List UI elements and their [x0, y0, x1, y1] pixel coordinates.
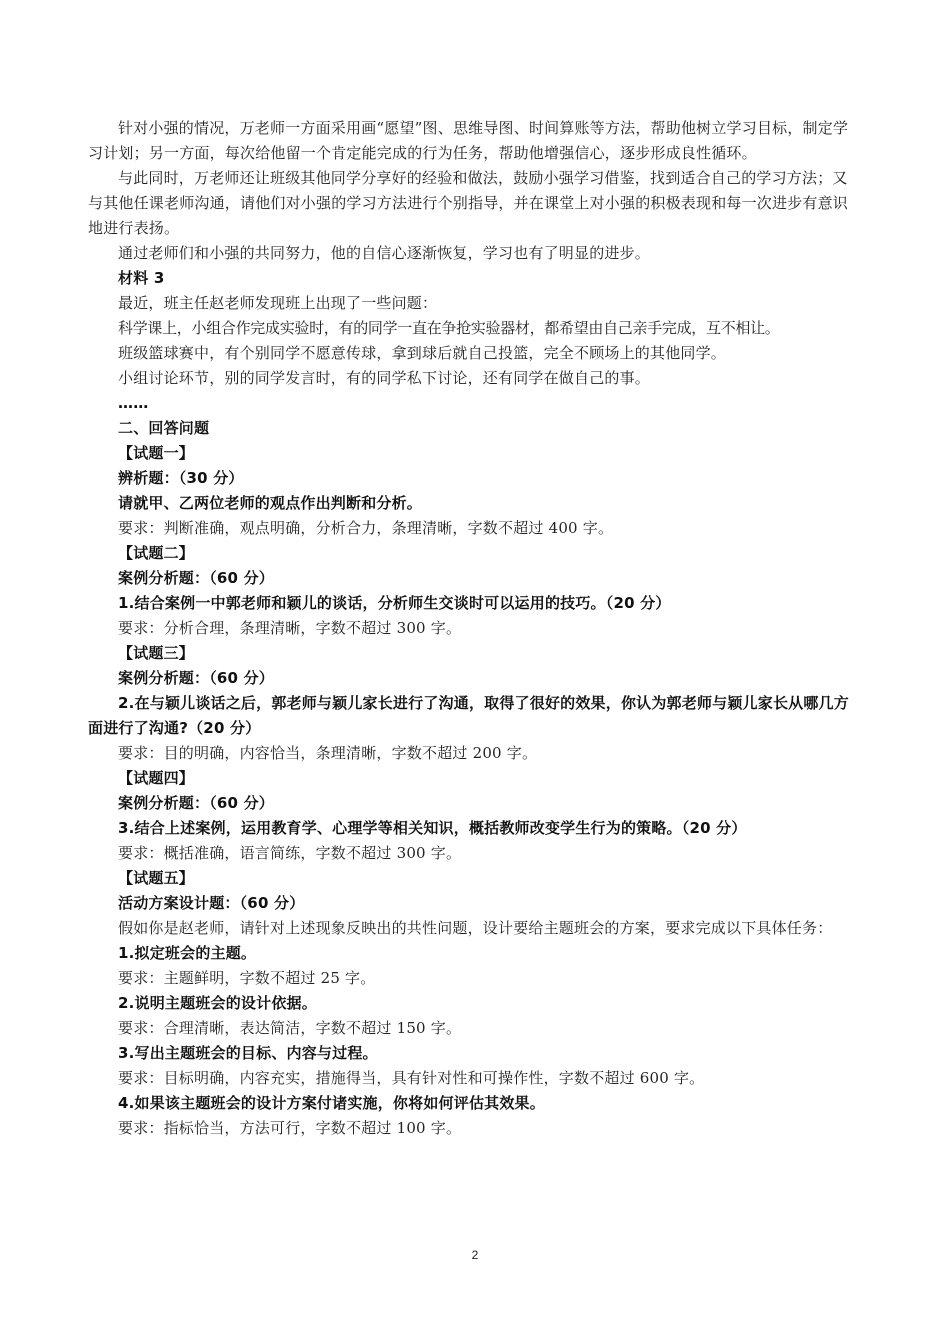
- question-label: 【试题四】: [118, 769, 195, 787]
- material2-paragraph-2: 与此同时，万老师还让班级其他同学分享好的经验和做法，鼓励小强学习借鉴，找到适合自己的学习方法；又与其他任课老师沟通，请他们对小强的学习方法进行个别指导，并在课堂上对小强的积极表现和每一次进步有意识地进行表扬。: [88, 169, 849, 237]
- question-requirement: 要求：目的明确，内容恰当，条理清晰，字数不超过 200 字。: [118, 744, 538, 762]
- task-requirement: 要求：目标明确，内容充实，措施得当，具有针对性和可操作性，字数不超过 600 字。: [118, 1069, 705, 1087]
- question-text: 2.在与颖儿谈话之后，郭老师与颖儿家长进行了沟通，取得了很好的效果，你认为郭老师与颖儿家长从哪几方面进行了沟通?（20 分）: [88, 694, 849, 737]
- question-prompt: 假如你是赵老师，请针对上述现象反映出的共性问题，设计要给主题班会的方案，要求完成以下具体任务：: [118, 919, 833, 937]
- task-text: 2.说明主题班会的设计依据。: [118, 994, 317, 1012]
- task-requirement: 要求：指标恰当，方法可行，字数不超过 100 字。: [118, 1119, 462, 1137]
- question-type: 活动方案设计题：（60 分）: [118, 894, 305, 912]
- ellipsis: ……: [118, 394, 149, 412]
- material3-heading: 材料 3: [118, 269, 165, 287]
- question-label: 【试题三】: [118, 644, 195, 662]
- question-type: 案例分析题：（60 分）: [118, 794, 274, 812]
- page-number: 2: [471, 1248, 479, 1262]
- question-label: 【试题一】: [118, 444, 195, 462]
- task-requirement: 要求：合理清晰，表达简洁，字数不超过 150 字。: [118, 1019, 462, 1037]
- question-label: 【试题二】: [118, 544, 195, 562]
- task-text: 1.拟定班会的主题。: [118, 944, 257, 962]
- question-type: 辨析题：（30 分）: [118, 469, 244, 487]
- question-requirement: 要求：分析合理，条理清晰，字数不超过 300 字。: [118, 619, 462, 637]
- question-text: 3.结合上述案例，运用教育学、心理学等相关知识，概括教师改变学生行为的策略。（20 分）: [118, 819, 747, 837]
- question-type: 案例分析题：（60 分）: [118, 669, 274, 687]
- document-page: [88, 116, 862, 1141]
- material3-intro: 最近，班主任赵老师发现班上出现了一些问题：: [118, 294, 438, 312]
- question-text: 请就甲、乙两位老师的观点作出判断和分析。: [118, 494, 423, 512]
- task-text: 3.写出主题班会的目标、内容与过程。: [118, 1044, 378, 1062]
- material2-paragraph-1: 针对小强的情况，万老师一方面采用画“愿望”图、思维导图、时间算账等方法，帮助他树立学习目标，制定学习计划；另一方面，每次给他留一个肯定能完成的行为任务，帮助他增强信心，逐步形成良性循环。: [88, 119, 849, 162]
- question-requirement: 要求：概括准确，语言简练，字数不超过 300 字。: [118, 844, 462, 862]
- material2-paragraph-3: 通过老师们和小强的共同努力，他的自信心逐渐恢复，学习也有了明显的进步。: [118, 244, 651, 262]
- task-requirement: 要求：主题鲜明，字数不超过 25 字。: [118, 969, 376, 987]
- question-label: 【试题五】: [118, 869, 195, 887]
- section-heading: 二、回答问题: [118, 419, 210, 437]
- material3-item: 科学课上，小组合作完成实验时，有的同学一直在争抢实验器材，都希望由自己亲手完成，互不相让。: [118, 319, 780, 337]
- task-text: 4.如果该主题班会的设计方案付诸实施，你将如何评估其效果。: [118, 1094, 545, 1112]
- material3-item: 班级篮球赛中，有个别同学不愿意传球，拿到球后就自己投篮，完全不顾场上的其他同学。: [118, 344, 727, 362]
- question-type: 案例分析题：（60 分）: [118, 569, 274, 587]
- question-requirement: 要求：判断准确，观点明确，分析合力，条理清晰，字数不超过 400 字。: [118, 519, 614, 537]
- material3-item: 小组讨论环节，别的同学发言时，有的同学私下讨论，还有同学在做自己的事。: [118, 369, 651, 387]
- question-text: 1.结合案例一中郭老师和颖儿的谈话，分析师生交谈时可以运用的技巧。（20 分）: [118, 594, 671, 612]
